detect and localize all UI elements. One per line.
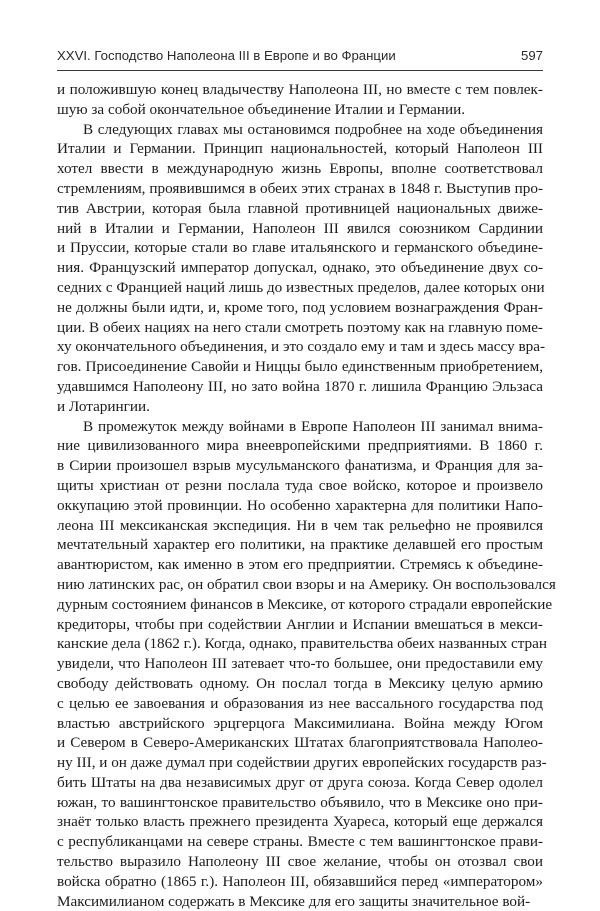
text-line: в Сирии произошел взрыв мусульманского фанатизма, и Франция для за- <box>57 457 543 475</box>
text-line: ну III, и он даже думал при содействии других европейских государств раз- <box>57 754 547 772</box>
paragraph <box>57 120 546 417</box>
text-line: щиты христиан от резни послала туда свое войско, которое и произвело <box>57 476 543 494</box>
text-line: гов. Присоединение Савойи и Ниццы было единственным приобретением, <box>57 358 543 376</box>
text-line: шую за собой окончательное объединение Италии и Германии. <box>57 100 466 118</box>
text-line: канские дела (1862 г.). Когда, однако, правительства обеих названных стран <box>57 635 547 653</box>
text-line: стремлениям, проявившимся в обеих этих странах в 1848 г. Выступив про- <box>57 179 543 197</box>
text-line: оккупацию этой провинции. Но особенно характерна для политики Напо- <box>57 496 543 514</box>
text-line: бить Штаты на два независимых друг от друга союза. Когда Север одолел <box>57 773 543 791</box>
text-line: с республиканцами на севере страны. Вместе с тем вашингтонское прави- <box>57 833 543 851</box>
paragraph <box>57 417 556 911</box>
body-text <box>57 80 556 911</box>
text-line: авантюристом, как именно в этом его предприятии. Стремясь к объедине- <box>57 556 543 574</box>
text-line: и Лотарингии. <box>57 397 150 415</box>
header-rule <box>57 70 543 71</box>
chapter-title: XXVI. Господство Наполеона III в Европе и во Франции <box>57 48 396 63</box>
text-line: Максимилианом содержать в Мексике для его защиты значительное вой- <box>57 892 531 910</box>
text-line: тив Австрии, которая была главной противницей национальных движе- <box>57 199 543 217</box>
text-line: не должны были идти, и, кроме того, под условием вознаграждения Фран- <box>57 298 543 316</box>
text-line: удавшимся Наполеону III, но зато война 1870 г. лишила Францию Эльзаса <box>57 377 543 395</box>
text-line: ния. Французский император допускал, однако, это объединение двух со- <box>57 259 543 277</box>
text-line: В промежуток между войнами в Европе Наполеон III занимал внима- <box>83 417 543 435</box>
text-line: Италии и Германии. Принцип национальностей, который Наполеон III <box>57 140 543 158</box>
text-line: В следующих главах мы остановимся подробнее на ходе объединения <box>83 120 543 138</box>
text-line: властью австрийского эрцгерцога Максимилиана. Война между Югом <box>57 714 543 732</box>
paragraph <box>57 80 543 120</box>
text-line: ний в Италии и Германии, Наполеон III явился союзником Сардинии <box>57 219 543 237</box>
text-line: и положившую конец владычеству Наполеона III, но вместе с тем повлек- <box>57 81 543 98</box>
running-header <box>57 48 543 70</box>
text-line: ху окончательного объединения, и это создало ему и там и здесь массу вра- <box>57 338 546 356</box>
text-line: с целью ее завоевания и образования из нее вассального государства под <box>57 694 543 712</box>
page-number: 597 <box>520 48 543 63</box>
text-line: свободу действовать одному. Он послал тогда в Мексику целую армию <box>57 674 543 692</box>
text-line: нию латинских рас, он обратил свои взоры и на Америку. Он воспользовался <box>57 575 556 593</box>
text-line: ции. В обеих нациях на него стали смотреть поэтому как на главную поме- <box>57 318 543 336</box>
text-line: тельство выразило Наполеону III свое желание, чтобы он отозвал свои <box>57 853 543 871</box>
text-line: и Пруссии, которые стали во главе итальянского и германского объедине- <box>57 239 543 257</box>
text-line: дурным состоянием финансов в Мексике, от которого страдали европейские <box>57 595 553 613</box>
text-line: кредиторы, чтобы при содействии Англии и Испании вмешаться в мекси- <box>57 615 543 633</box>
text-line: знаёт только власть прежнего президента Хуареса, который еще держался <box>57 813 543 831</box>
text-line: мечтательный характер его политики, на практике делавшей его простым <box>57 536 543 554</box>
text-line: войска обратно (1865 г.). Наполеон III, обязавшийся перед «императором» <box>57 872 543 890</box>
text-line: хотел ввести в международную жизнь Европы, вполне соответствовал <box>57 160 543 178</box>
text-line: и Севером в Северо-Американских Штатах благоприятствовала Наполео- <box>57 734 543 752</box>
text-line: южан, то вашингтонское правительство объявило, что в Мексике оно при- <box>57 793 543 811</box>
text-line: увидели, что Наполеон III затевает что-то большее, они предоставили ему <box>57 655 543 673</box>
text-line: ние цивилизованного мира внеевропейскими предприятиями. В 1860 г. <box>57 437 543 455</box>
text-line: седних с Францией наций лишь до известных пределов, далее которых они <box>57 278 545 296</box>
text-line: леона III мексиканская экспедиция. Ни в чем так рельефно не проявился <box>57 516 543 534</box>
